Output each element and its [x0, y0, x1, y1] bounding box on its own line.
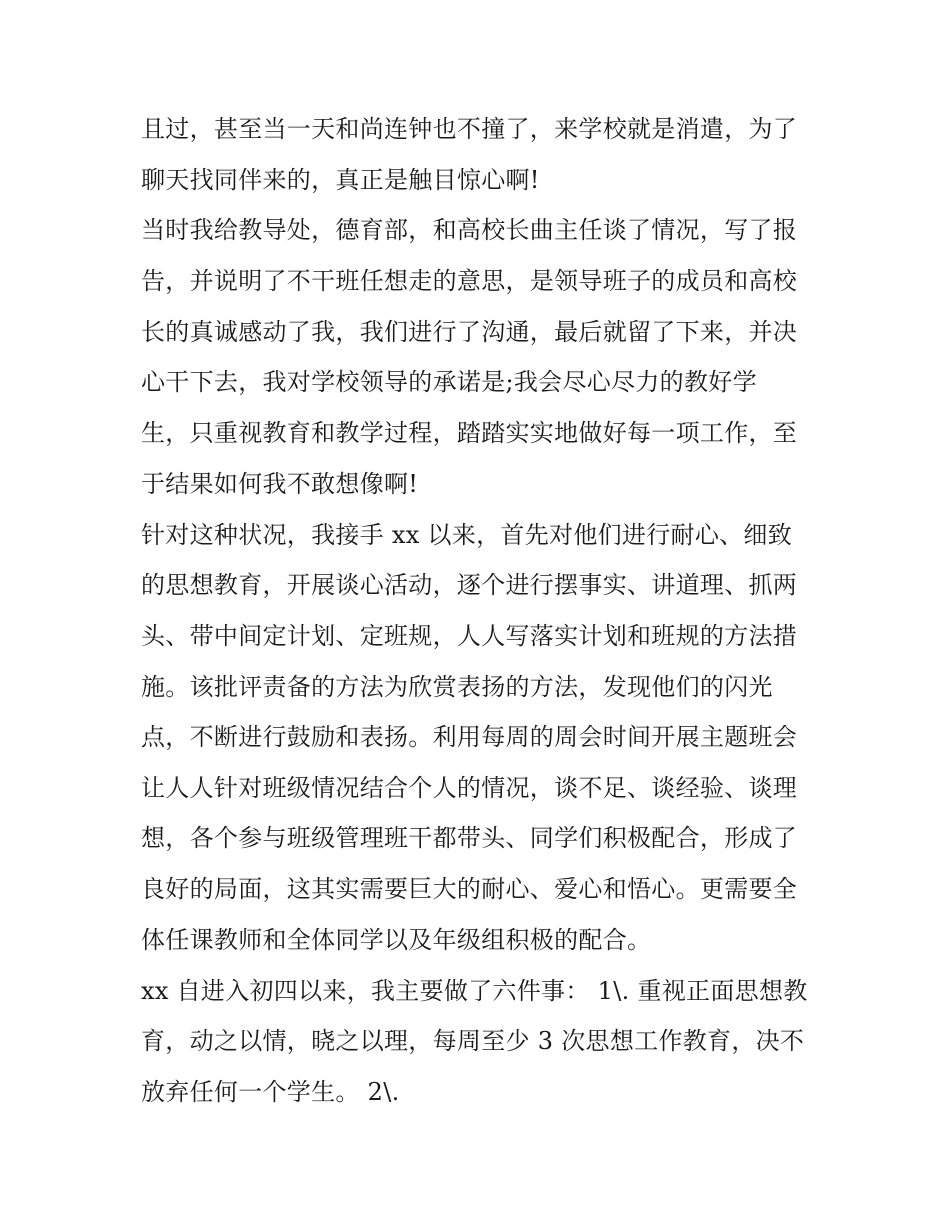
- text-line: 针对这种状况，我接手 xx 以来，首先对他们进行耐心、细致: [141, 521, 793, 549]
- text-line: 育，动之以情，晓之以理，每周至少 3 次思想工作教育，决不: [141, 1027, 805, 1055]
- text-line: 让人人针对班级情况结合个人的情况，谈不足、谈经验、谈理: [141, 774, 798, 802]
- text-line: 聊天找同伴来的，真正是触目惊心啊!: [141, 166, 540, 194]
- text-line: xx 自进入初四以来，我主要做了六件事： 1\. 重视正面思想教: [141, 977, 808, 1005]
- text-line: 告，并说明了不干班任想走的意思，是领导班子的成员和高校: [141, 267, 798, 295]
- text-line: 心干下去，我对学校领导的承诺是;我会尽心尽力的教好学: [141, 368, 757, 396]
- text-line: 放弃任何一个学生。 2\.: [141, 1078, 400, 1106]
- text-line: 良好的局面，这其实需要巨大的耐心、爱心和悟心。更需要全: [141, 875, 798, 903]
- text-line: 想，各个参与班级管理班干都带头、同学们积极配合，形成了: [141, 824, 798, 852]
- text-line: 体任课教师和全体同学以及年级组积极的配合。: [141, 926, 652, 954]
- text-line: 当时我给教导处，德育部，和高校长曲主任谈了情况，写了报: [141, 216, 798, 244]
- text-line: 施。该批评责备的方法为欣赏表扬的方法，发现他们的闪光: [141, 673, 773, 701]
- text-line: 长的真诚感动了我，我们进行了沟通，最后就留了下来，并决: [141, 318, 798, 346]
- text-line: 的思想教育，开展谈心活动，逐个进行摆事实、讲道理、抓两: [141, 571, 798, 599]
- text-line: 于结果如何我不敢想像啊!: [141, 470, 419, 498]
- text-line: 且过，甚至当一天和尚连钟也不撞了，来学校就是消遣，为了: [141, 115, 798, 143]
- text-line: 点，不断进行鼓励和表扬。利用每周的周会时间开展主题班会: [141, 723, 798, 751]
- text-line: 头、带中间定计划、定班规，人人写落实计划和班规的方法措: [141, 622, 798, 650]
- text-line: 生，只重视教育和教学过程，踏踏实实地做好每一项工作，至: [141, 419, 798, 447]
